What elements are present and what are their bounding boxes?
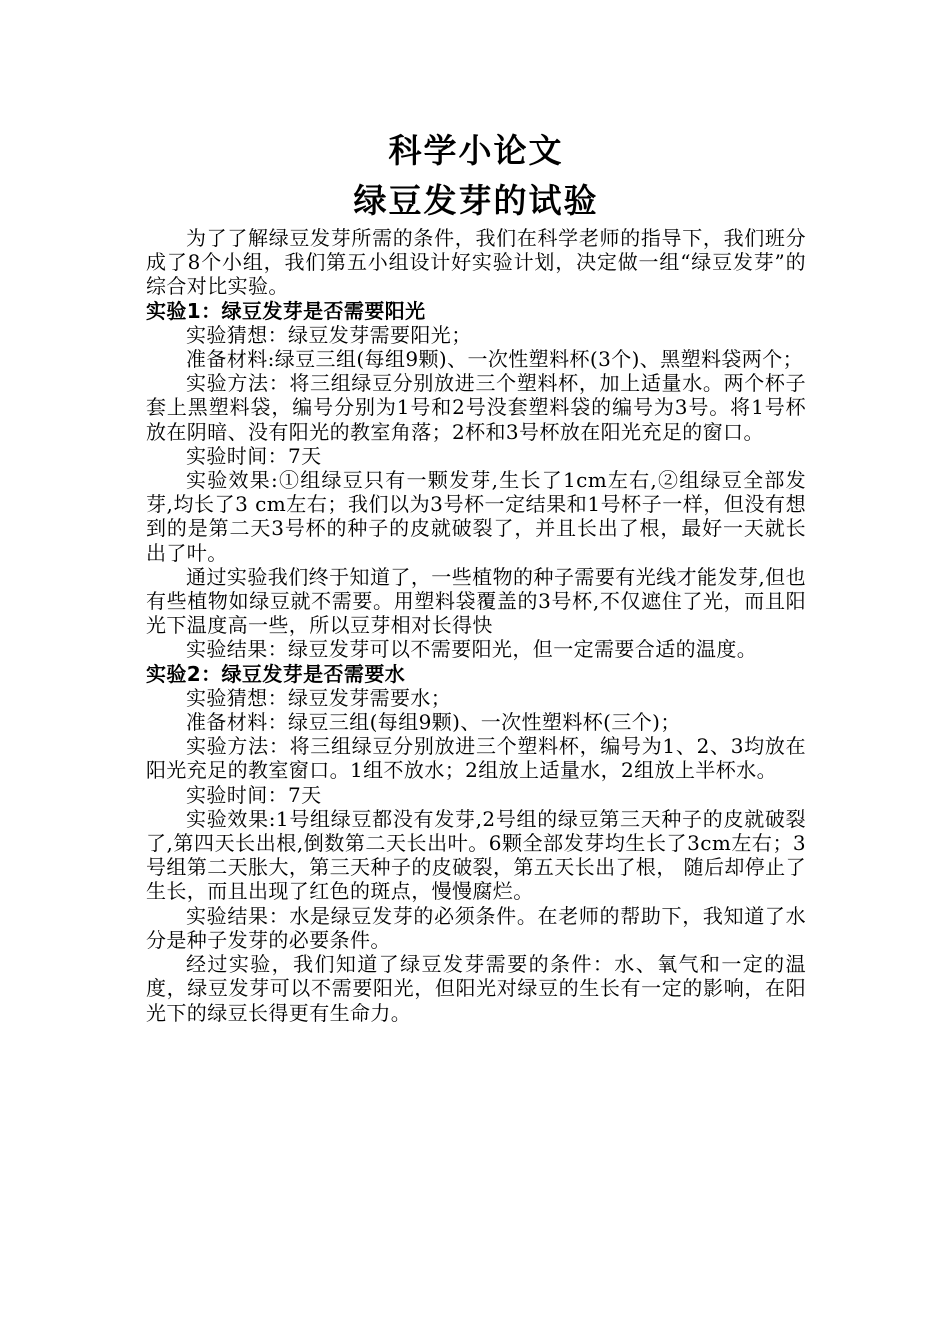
experiment1-method: 实验方法：将三组绿豆分别放进三个塑料杯，加上适量水。两个杯子套上黑塑料袋，编号分别为1号和2号没套塑料袋的编号为3号。将1号杯放在阴暗、没有阳光的教室角落；2杯和3号杯放在阳光充足的窗口。 xyxy=(146,371,806,444)
experiment1-time: 实验时间：7天 xyxy=(186,443,322,468)
experiment2-time: 实验时间：7天 xyxy=(186,782,322,807)
experiment1-discussion: 通过实验我们终于知道了，一些植物的种子需要有光线才能发芽,但也有些植物如绿豆就不需要。用塑料袋覆盖的3号杯,不仅遮住了光，而且阳光下温度高一些，所以豆芽相对长得快 xyxy=(146,564,806,638)
document-title: 科学小论文 xyxy=(388,131,564,170)
intro-paragraph: 为了了解绿豆发芽所需的条件，我们在科学老师的指导下，我们班分成了8个小组，我们第五小组设计好实验计划，决定做一组“绿豆发芽”的综合对比实验。 xyxy=(146,226,806,299)
document-subtitle: 绿豆发芽的试验 xyxy=(353,181,599,220)
experiment2-result: 实验结果：水是绿豆发芽的必须条件。在老师的帮助下，我知道了水分是种子发芽的必要条件。 xyxy=(146,903,806,952)
experiment1-guess: 实验猜想：绿豆发芽需要阳光； xyxy=(186,322,472,347)
experiment2-heading: 实验2：绿豆发芽是否需要水 xyxy=(146,661,406,686)
experiment2-method: 实验方法：将三组绿豆分别放进三个塑料杯，编号为1、2、3均放在阳光充足的教室窗口。1组不放水；2组放上适量水，2组放上半杯水。 xyxy=(146,734,806,783)
experiment2-materials: 准备材料：绿豆三组(每组9颗)、一次性塑料杯(三个)； xyxy=(186,710,681,735)
experiment2-guess: 实验猜想：绿豆发芽需要水； xyxy=(186,685,452,710)
experiment2-effect: 实验效果:1号组绿豆都没有发芽,2号组的绿豆第三天种子的皮就破裂了,第四天长出根,倒数第二天长出叶。6颗全部发芽均生长了3cm左右；3号组第二天胀大，第三天种子的皮破裂，第五天长出了根， 随后却停止了生长，而且出现了红色的斑点，慢慢腐烂。 xyxy=(146,806,806,904)
experiment1-heading: 实验1：绿豆发芽是否需要阳光 xyxy=(146,298,426,323)
experiment1-materials: 准备材料:绿豆三组(每组9颗)、一次性塑料杯(3个)、黑塑料袋两个； xyxy=(186,347,803,372)
experiment1-result: 实验结果：绿豆发芽可以不需要阳光，但一定需要合适的温度。 xyxy=(186,637,758,662)
document-page xyxy=(146,126,806,1025)
experiment1-effect: 实验效果:①组绿豆只有一颗发芽,生长了1cm左右,②组绿豆全部发芽,均长了3 cm左右；我们以为3号杯一定结果和1号杯子一样，但没有想到的是第二天3号杯的种子的皮就破裂了，并且长出了根，最好一天就长出了叶。 xyxy=(146,468,806,565)
conclusion-paragraph: 经过实验，我们知道了绿豆发芽需要的条件：水、氧气和一定的温度，绿豆发芽可以不需要阳光，但阳光对绿豆的生长有一定的影响，在阳光下的绿豆长得更有生命力。 xyxy=(146,952,806,1025)
